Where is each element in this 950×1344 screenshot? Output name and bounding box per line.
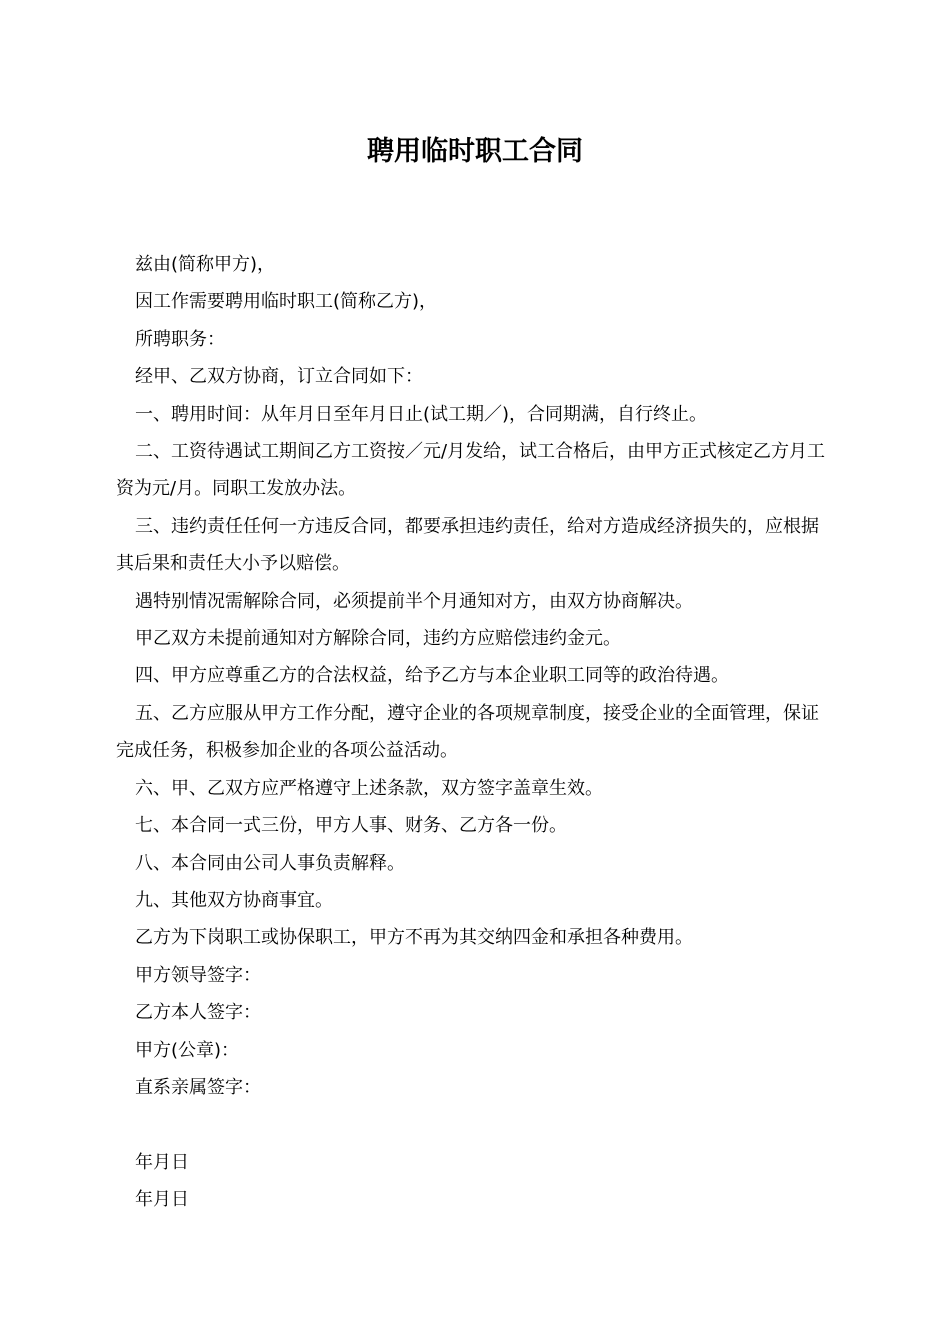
clause-5-duties: 五、乙方应服从甲方工作分配，遵守企业的各项规章制度，接受企业的全面管理，保证完成任务，积极参加企业的各项公益活动。: [116, 702, 819, 762]
paragraph-party-b: 因工作需要聘用临时职工(简称乙方)，: [135, 291, 438, 313]
paragraph-penalty: 甲乙双方未提前通知对方解除合同，违约方应赔偿违约金元。: [135, 628, 621, 650]
date-line: 年月日: [135, 1189, 189, 1211]
clause-7-copies: 七、本合同一式三份，甲方人事、财务、乙方各一份。: [135, 815, 567, 837]
paragraph-agreement-intro: 经甲、乙双方协商，订立合同如下：: [135, 366, 423, 388]
date-line: 年月日: [135, 1151, 189, 1173]
signature-party-a-leader: 甲方领导签字：: [135, 964, 261, 986]
blank-line: [116, 1106, 836, 1143]
paragraph-party-a: 兹由(简称甲方)，: [135, 254, 276, 275]
signature-relative: 直系亲属签字：: [135, 1076, 261, 1098]
clause-4-rights: 四、甲方应尊重乙方的合法权益，给予乙方与本企业职工同等的政治待遇。: [135, 665, 729, 687]
clause-1-employment-period: 一、聘用时间：从年月日至年月日止(试工期／)，合同期满，自行终止。: [135, 403, 708, 425]
paragraph-position: 所聘职务：: [135, 328, 225, 350]
document-body: [116, 246, 836, 1219]
clause-3-liability: 三、违约责任任何一方违反合同，都要承担违约责任，给对方造成经济损失的，应根据其后果和责任大小予以赔偿。: [116, 515, 819, 575]
document-title: 聘用临时职工合同: [367, 136, 583, 167]
signature-party-b: 乙方本人签字：: [135, 1002, 261, 1024]
paragraph-termination-notice: 遇特别情况需解除合同，必须提前半个月通知对方，由双方协商解决。: [135, 590, 693, 612]
signature-party-a-seal: 甲方(公章)：: [135, 1039, 240, 1061]
paragraph-laid-off-workers: 乙方为下岗职工或协保职工，甲方不再为其交纳四金和承担各种费用。: [135, 927, 693, 949]
clause-2-salary: 二、工资待遇试工期间乙方工资按／元/月发给，试工合格后，由甲方正式核定乙方月工资为元/月。同职工发放办法。: [116, 441, 826, 500]
clause-6-effect: 六、甲、乙双方应严格遵守上述条款，双方签字盖章生效。: [135, 777, 603, 799]
clause-9-other: 九、其他双方协商事宜。: [135, 889, 333, 911]
clause-8-interpretation: 八、本合同由公司人事负责解释。: [135, 852, 405, 874]
